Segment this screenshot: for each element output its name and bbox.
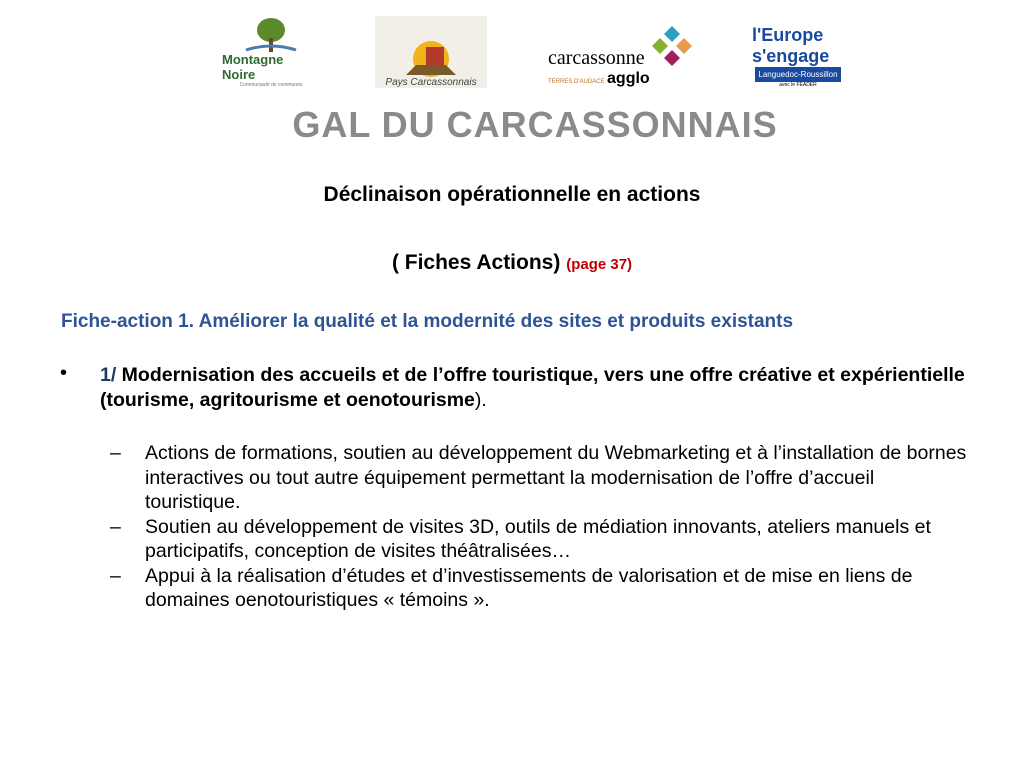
sun-icon: [396, 29, 466, 77]
list-item: [110, 515, 970, 564]
diamonds-icon: [648, 26, 696, 76]
item-text: Appui à la réalisation d’études et d’investissements de valorisation et de mise en liens de domaines oenotouristiques « témoins ».: [145, 564, 913, 611]
sub-list: [110, 441, 970, 613]
logo-europe: [752, 16, 844, 88]
fiche-heading: Fiche-action 1. Améliorer la qualité et la modernité des sites et produits existants: [61, 311, 794, 332]
logo-suffix: agglo: [607, 70, 650, 87]
logo-pays-carcassonnais: [375, 16, 487, 88]
bullet-marker: •: [60, 362, 68, 384]
logo-text: carcassonne: [548, 47, 645, 69]
dash-marker: –: [110, 515, 121, 538]
logo-carcassonne-agglo: [548, 16, 698, 88]
logo-subtext: Languedoc-Roussillon: [755, 67, 840, 82]
slide-subtitle: [0, 251, 1024, 275]
logo-subtext: TERRES D'AUDACE: [548, 79, 605, 85]
main-bullet: [100, 363, 970, 413]
bullet-text: Modernisation des accueils et de l’offre touristique, vers une offre créative et expérientielle (tourisme, agritourisme et oenotourisme: [100, 364, 965, 411]
page-reference: (page 37): [566, 256, 633, 273]
item-text: Soutien au développement de visites 3D, outils de médiation innovants, ateliers manuels et participatifs, conception de visites théâtralisées…: [145, 515, 931, 562]
slide-title: Déclinaison opérationnelle en actions: [323, 183, 701, 206]
dash-marker: –: [110, 442, 121, 464]
logo-note: avec le FEADER: [779, 82, 817, 88]
bullet-number: 1/: [100, 364, 117, 386]
gal-title: GAL DU CARCASSONNAIS: [292, 104, 778, 145]
bullet-end: ).: [474, 389, 487, 411]
list-item: [110, 564, 970, 613]
list-item: [110, 441, 970, 515]
tree-icon: [241, 16, 301, 52]
item-text: Actions de formations, soutien au développement du Webmarketing et à l’installation de bornes interactives ou tout autre équipement permettant la modernisation de l’offre d’accueil touristique.: [145, 442, 967, 513]
logo-text: l'Europe s'engage: [752, 25, 830, 66]
logo-text: Montagne Noire: [222, 52, 284, 82]
logo-subtext: Communauté de communes: [239, 82, 303, 88]
subtitle-text: ( Fiches Actions): [391, 251, 561, 274]
logo-text: Pays Carcassonnais: [385, 77, 477, 88]
logo-montagne-noire: [222, 16, 320, 88]
dash-marker: –: [110, 564, 121, 587]
